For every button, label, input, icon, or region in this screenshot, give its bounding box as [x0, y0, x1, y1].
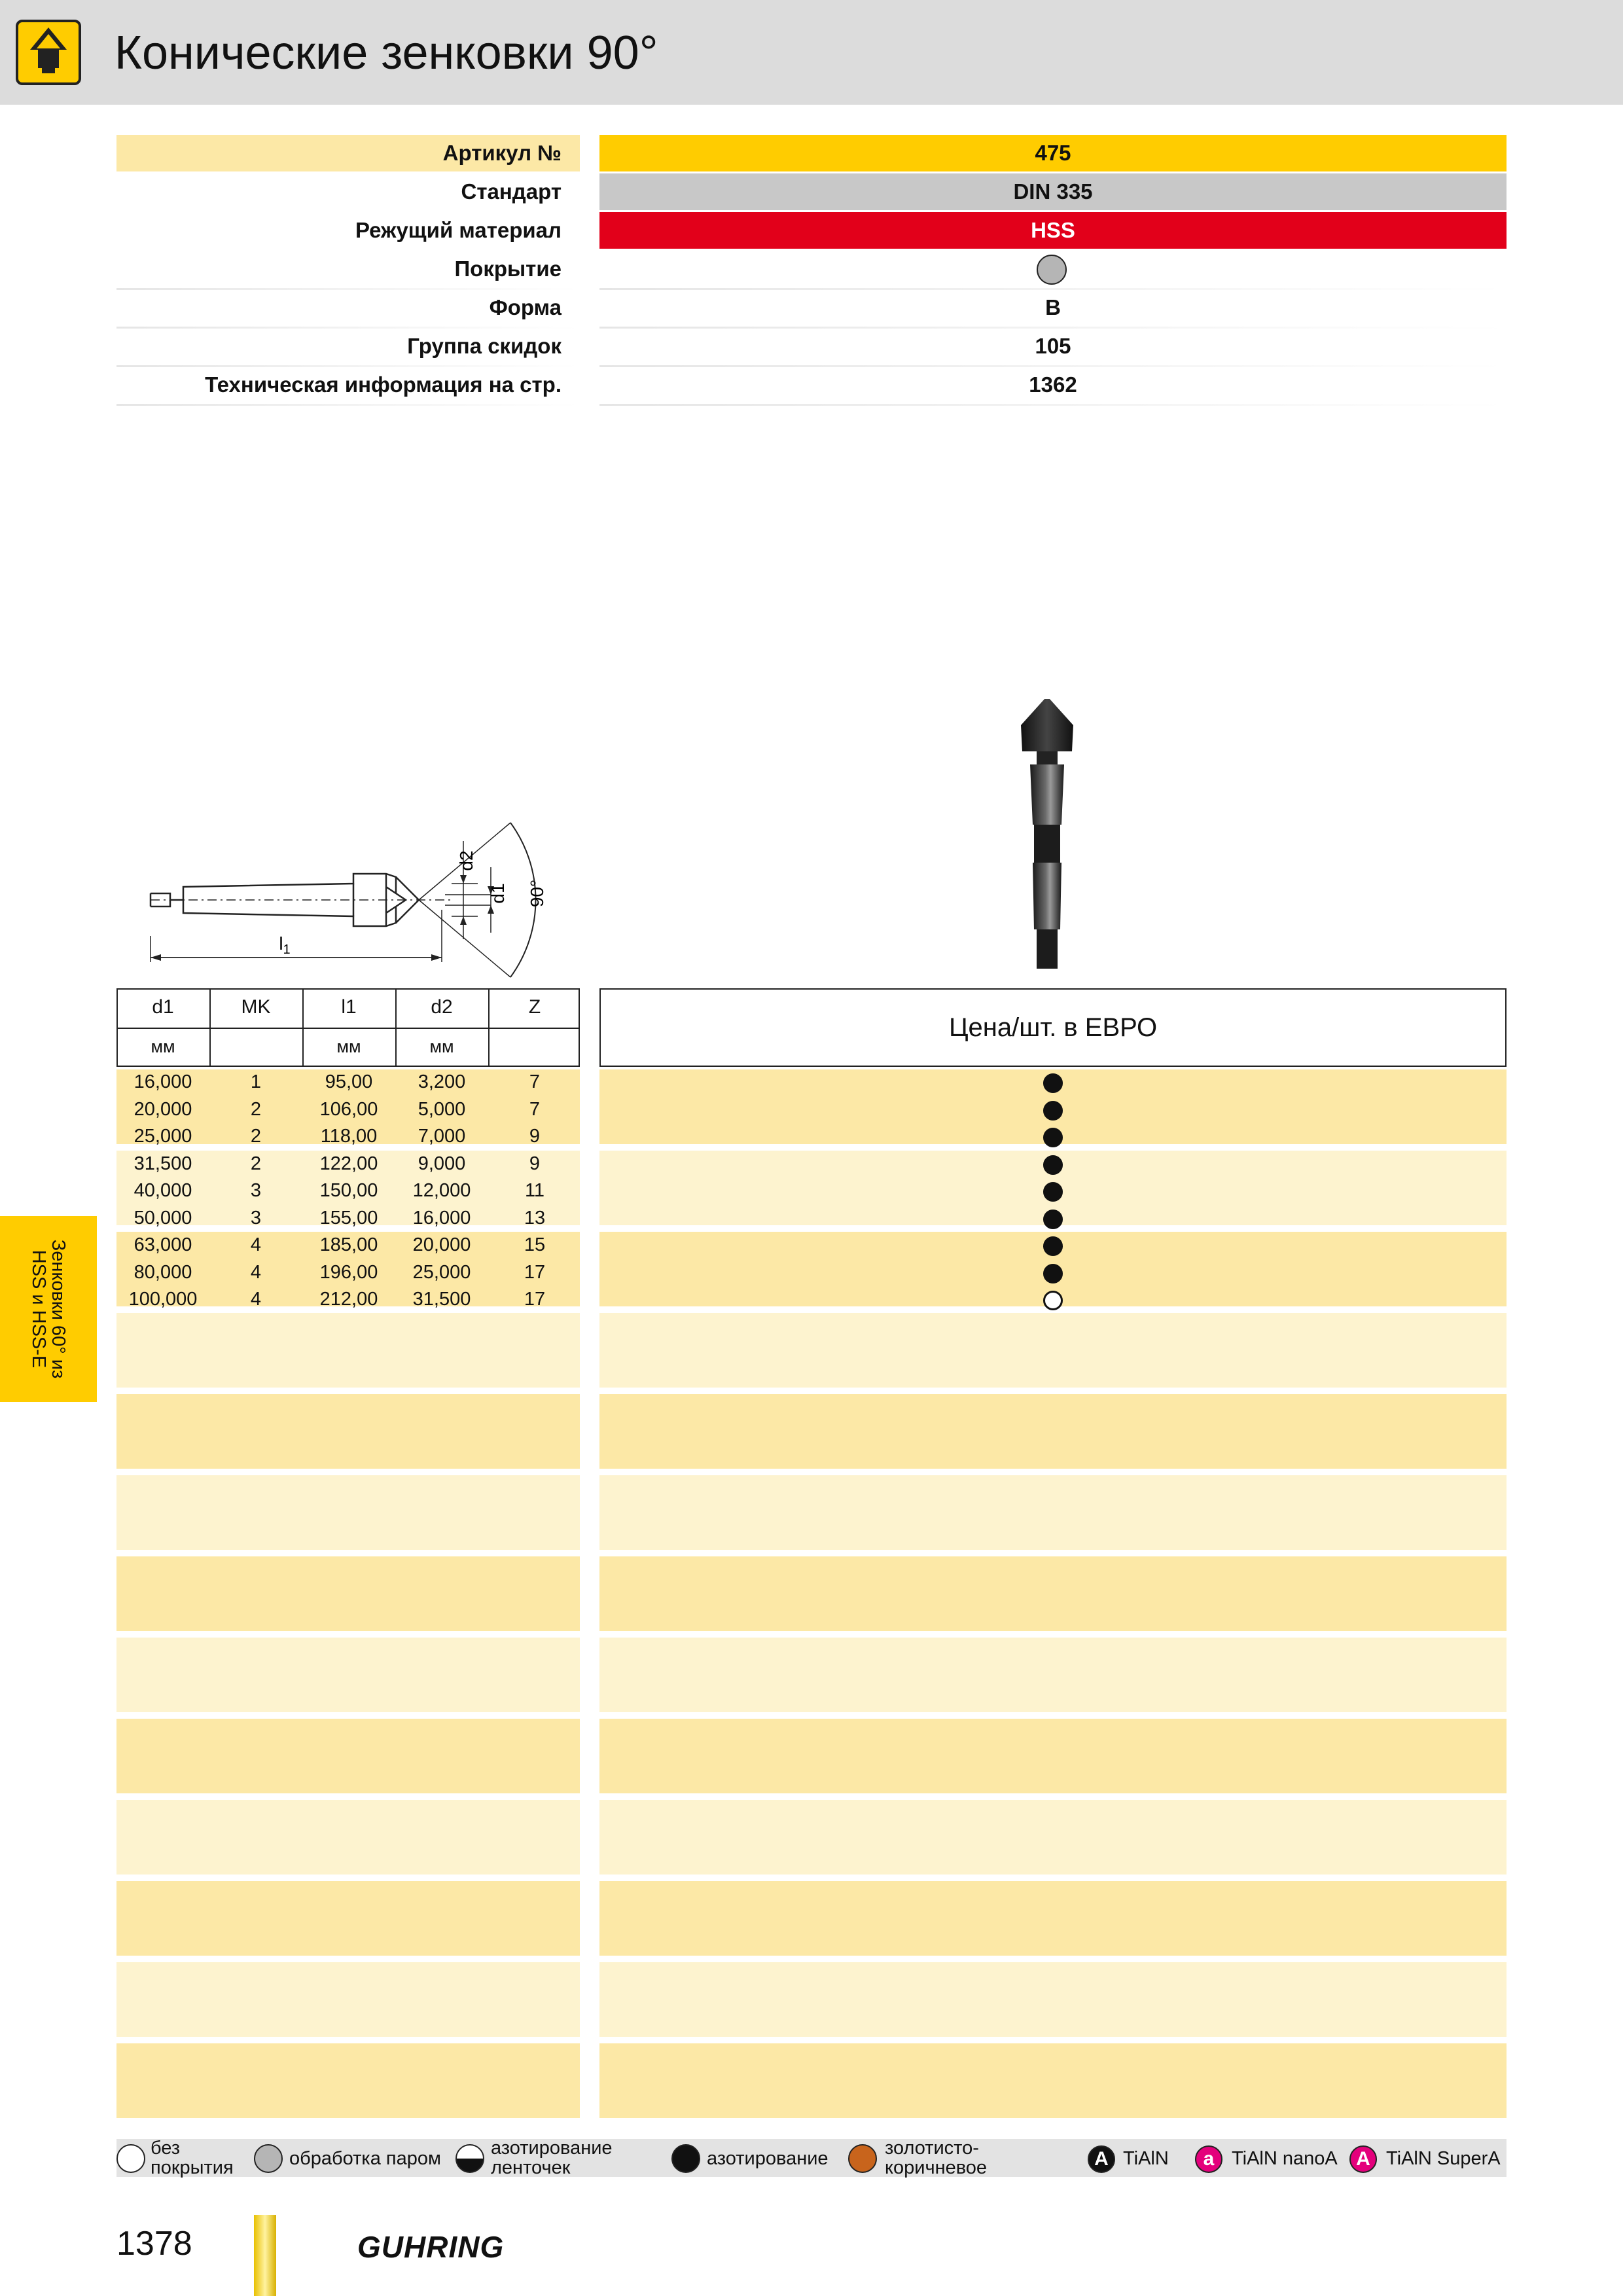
- table-band: [116, 1475, 580, 1550]
- table-band: [116, 1394, 580, 1469]
- legend-label-line1: азотирование: [491, 2138, 613, 2159]
- side-tab-line2: HSS и HSS-E: [28, 1249, 49, 1369]
- spec-label: Группа скидок: [407, 334, 562, 358]
- page-number: 1378: [116, 2225, 192, 2263]
- cell-d2: 12,000: [412, 1180, 471, 1201]
- page-title: Конические зенковки 90°: [115, 27, 658, 79]
- spec-divider: [599, 404, 1507, 406]
- side-tab-label: [29, 1224, 68, 1394]
- spec-label: Режущий материал: [355, 218, 562, 242]
- land-nitrided-circle-icon: [455, 2144, 484, 2173]
- footer-stripe: [254, 2215, 276, 2296]
- cell-z: 11: [524, 1180, 545, 1201]
- stock-filled-dot-icon: [1043, 1073, 1063, 1093]
- d2-label: d2: [456, 850, 476, 871]
- legend-label-line2: ленточек: [491, 2157, 571, 2178]
- col-unit-d1: мм: [151, 1037, 175, 1056]
- cell-d1: 100,000: [128, 1289, 198, 1310]
- table-band: [116, 1313, 580, 1388]
- l1-label: $l_1$: [279, 933, 291, 957]
- table-band: [116, 1800, 580, 1874]
- table-band: [599, 1638, 1507, 1712]
- spec-label: Артикул №: [442, 141, 562, 165]
- spec-value: B: [1045, 295, 1061, 319]
- cell-z: 17: [524, 1261, 546, 1283]
- col-header-d1: d1: [152, 996, 174, 1018]
- table-band: [599, 1800, 1507, 1874]
- legend-label: TiAlN SuperA: [1386, 2148, 1501, 2169]
- col-header-mk: MK: [241, 996, 271, 1018]
- cell-z: 13: [524, 1207, 546, 1229]
- d1-label: d1: [488, 883, 508, 904]
- spec-label: Техническая информация на стр.: [205, 372, 562, 397]
- table-band: [116, 1962, 580, 2037]
- stock-filled-dot-icon: [1043, 1264, 1063, 1283]
- cell-l1: 118,00: [320, 1126, 378, 1147]
- steam-treated-circle-icon: [1037, 255, 1067, 285]
- side-tab-line1: Зенковки 60° из: [48, 1239, 69, 1379]
- spec-value: 1362: [1029, 372, 1077, 397]
- spec-label: Стандарт: [461, 179, 562, 204]
- legend-label: TiAlN: [1123, 2148, 1169, 2169]
- stock-filled-dot-icon: [1043, 1236, 1063, 1256]
- cell-l1: 155,00: [319, 1207, 378, 1229]
- tialn-icon: A: [1088, 2145, 1115, 2173]
- spec-value: 475: [1035, 141, 1071, 165]
- table-band: [116, 1638, 580, 1712]
- cell-d2: 3,200: [418, 1071, 466, 1092]
- cell-d1: 40,000: [134, 1180, 192, 1201]
- cell-mk: 2: [250, 1098, 262, 1120]
- col-header-l1: l1: [341, 996, 357, 1018]
- stock-filled-dot-icon: [1043, 1182, 1063, 1202]
- cell-d1: 80,000: [134, 1261, 192, 1283]
- table-band: [599, 1962, 1507, 2037]
- cell-mk: 3: [250, 1207, 262, 1229]
- cell-d1: 50,000: [134, 1207, 192, 1229]
- cell-d2: 16,000: [412, 1207, 471, 1229]
- table-band: [599, 1881, 1507, 1956]
- stock-filled-dot-icon: [1043, 1155, 1063, 1175]
- cell-l1: 196,00: [319, 1261, 378, 1283]
- cell-d2: 7,000: [418, 1126, 466, 1147]
- tialn-supera-icon: A: [1349, 2145, 1377, 2173]
- cell-z: 15: [524, 1234, 546, 1255]
- cell-d1: 20,000: [134, 1098, 192, 1120]
- spec-value: HSS: [1031, 218, 1075, 242]
- tialn-nanoa-icon: a: [1195, 2145, 1222, 2173]
- cell-z: 7: [529, 1098, 541, 1120]
- col-header-d2: d2: [431, 996, 453, 1018]
- cell-z: 9: [529, 1153, 541, 1174]
- cell-d1: 16,000: [134, 1071, 192, 1092]
- cell-mk: 2: [250, 1126, 262, 1147]
- col-header-z: Z: [528, 996, 541, 1018]
- cell-l1: 185,00: [319, 1234, 378, 1255]
- cell-d1: 63,000: [134, 1234, 192, 1255]
- cell-z: 9: [529, 1126, 541, 1147]
- cell-mk: 4: [250, 1234, 262, 1255]
- gold-brown-circle-icon: [848, 2144, 877, 2173]
- stock-filled-dot-icon: [1043, 1128, 1063, 1147]
- price-header: Цена/шт. в ЕВРО: [948, 1013, 1158, 1042]
- countersink-photo: [1008, 694, 1086, 975]
- table-band: [116, 1556, 580, 1631]
- cell-l1: 150,00: [319, 1180, 378, 1201]
- cell-l1: 212,00: [319, 1289, 378, 1310]
- cell-l1: 95,00: [325, 1071, 373, 1092]
- legend-label-line2: коричневое: [885, 2157, 988, 2178]
- spec-label: Форма: [489, 295, 562, 319]
- stock-open-dot-icon: [1043, 1291, 1063, 1310]
- legend-label: азотирование: [707, 2148, 829, 2169]
- table-band: [116, 2043, 580, 2118]
- cell-d2: 25,000: [412, 1261, 471, 1283]
- angle-label: 90°: [527, 879, 547, 908]
- cell-d2: 31,500: [412, 1289, 471, 1310]
- table-band: [599, 1556, 1507, 1631]
- spec-value: 105: [1035, 334, 1071, 358]
- cell-mk: 1: [250, 1071, 262, 1092]
- cell-d2: 5,000: [418, 1098, 466, 1120]
- table-band: [599, 2043, 1507, 2118]
- cell-d2: 9,000: [418, 1153, 466, 1174]
- cell-l1: 122,00: [319, 1153, 378, 1174]
- table-band: [116, 1719, 580, 1793]
- countersink-drawing: [137, 802, 582, 978]
- cell-z: 7: [529, 1071, 541, 1092]
- table-band: [599, 1475, 1507, 1550]
- cell-mk: 2: [250, 1153, 262, 1174]
- table-band: [599, 1313, 1507, 1388]
- cell-d1: 31,500: [134, 1153, 192, 1174]
- legend-label-line2: покрытия: [151, 2157, 234, 2178]
- stock-filled-dot-icon: [1043, 1210, 1063, 1229]
- col-unit-d2: мм: [429, 1037, 454, 1056]
- table-band: [116, 1881, 580, 1956]
- table-band: [599, 1394, 1507, 1469]
- brand-logo: GUHRING: [357, 2230, 505, 2264]
- uncoated-circle-icon: [116, 2144, 145, 2173]
- legend-label: обработка паром: [289, 2148, 441, 2169]
- cell-mk: 4: [250, 1261, 262, 1283]
- legend-label-line1: золотисто-: [885, 2138, 979, 2159]
- legend-label: TiAlN nanoA: [1232, 2148, 1338, 2169]
- cell-l1: 106,00: [319, 1098, 378, 1120]
- cell-z: 17: [524, 1289, 546, 1310]
- cell-d1: 25,000: [134, 1126, 192, 1147]
- steam-treated-circle-icon: [254, 2144, 283, 2173]
- price-header-box: [599, 988, 1507, 1067]
- stock-filled-dot-icon: [1043, 1101, 1063, 1121]
- spec-label: Покрытие: [454, 257, 562, 281]
- table-band: [599, 1719, 1507, 1793]
- cell-mk: 4: [250, 1289, 262, 1310]
- countersink-logo-icon: [16, 20, 81, 85]
- spec-divider: [116, 404, 580, 406]
- cell-mk: 3: [250, 1180, 262, 1201]
- legend-label-line1: без: [151, 2138, 181, 2159]
- col-unit-l1: мм: [336, 1037, 361, 1056]
- cell-d2: 20,000: [412, 1234, 471, 1255]
- spec-value: DIN 335: [1013, 179, 1093, 204]
- nitrided-circle-icon: [671, 2144, 700, 2173]
